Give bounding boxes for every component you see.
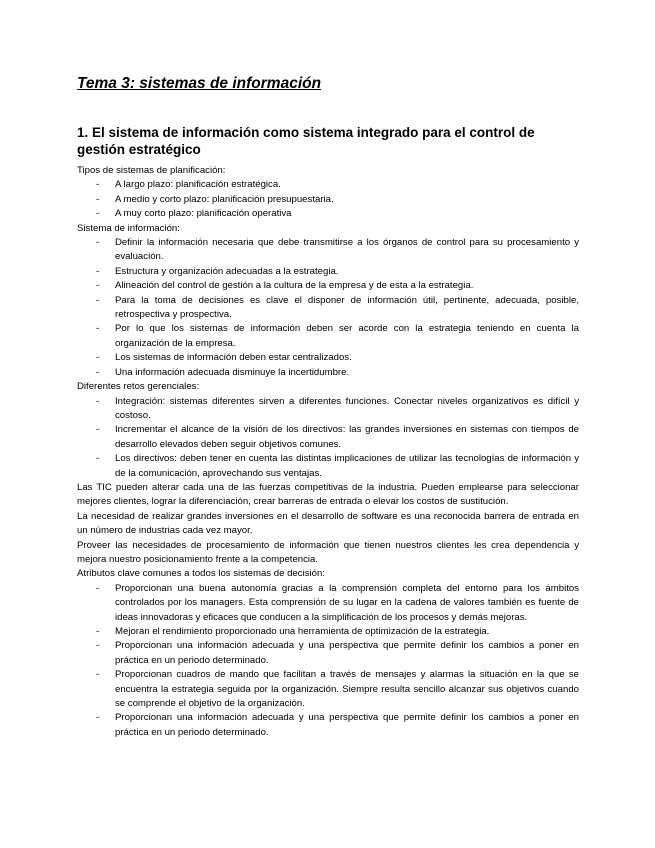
list-item: - Proporcionan una buena autonomía gracias a la comprensión completa del entorno para los ámbitos controlados por los managers. Esta comprensión de su lugar en la cadena de valores también es fuente de ideas innovadoras y eficaces que conducen a la simplificación de los procesos y demás mejoras.: [77, 582, 579, 625]
paragraph: Tipos de sistemas de planificación:: [77, 165, 226, 176]
bullet-list: [77, 236, 579, 380]
paragraph: Diferentes retos gerenciales:: [77, 381, 200, 393]
list-item: - Para la toma de decisiones es clave el disponer de información útil, pertinente, adecuada, posible, retrospectiva y prospectiva.: [77, 294, 579, 323]
list-item: - A largo plazo: planificación estratégica.: [77, 178, 579, 192]
document-body: [77, 164, 579, 740]
list-item: - Integración: sistemas diferentes sirven a diferentes funciones. Conectar niveles organizativos es difícil y costoso.: [77, 395, 579, 424]
list-item: - Los directivos: deben tener en cuenta las distintas implicaciones de utilizar las tecnologías de información y de la comunicación, aprovechando sus ventajas.: [77, 452, 579, 481]
list-item: - A medio y corto plazo: planificación presupuestaria.: [77, 193, 579, 207]
section-heading: 1. El sistema de información como sistema integrado para el control de gestión estratégico: [77, 125, 535, 157]
list-item: - Proporcionan cuadros de mando que facilitan a través de mensajes y alarmas la situación en la que se encuentra la estrategia seguida por la organización. Siempre resulta sencillo alcanzar sus objetivos cuando se comprende el objetivo de la organización.: [77, 668, 579, 711]
paragraph: Las TIC pueden alterar cada una de las fuerzas competitivas de la industria. Pueden emplearse para seleccionar mejores clientes, lograr la diferenciación, crear barreras de entrada o elevar los costos de sustitución.: [77, 481, 579, 508]
paragraph: Sistema de información:: [77, 222, 180, 234]
list-item: - Proporcionan una información adecuada y una perspectiva que permite definir los cambios a poner en práctica en un periodo determinado.: [77, 639, 579, 668]
bullet-list: [77, 395, 579, 481]
bullet-list: [77, 582, 579, 740]
list-item: - A muy corto plazo: planificación operativa: [77, 207, 579, 221]
list-item: - Mejoran el rendimiento proporcionado una herramienta de optimización de la estrategia.: [77, 625, 579, 639]
bullet-list: [77, 178, 579, 221]
list-item: - Alineación del control de gestión a la cultura de la empresa y de esta a la estrategia.: [77, 279, 579, 293]
list-item: - Por lo que los sistemas de información deben ser acorde con la estrategia teniendo en cuenta la organización de la empresa.: [77, 322, 579, 351]
paragraph: Atributos clave comunes a todos los sistemas de decisión:: [77, 568, 325, 580]
list-item: - Definir la información necesaria que debe transmitirse a los órganos de control para su procesamiento y evaluación.: [77, 236, 579, 265]
list-item: - Una información adecuada disminuye la incertidumbre.: [77, 366, 579, 380]
paragraph: Proveer las necesidades de procesamiento de información que tienen nuestros clientes les crea dependencia y mejora nuestro posicionamiento frente a la competencia.: [77, 539, 579, 565]
list-item: - Proporcionan una información adecuada y una perspectiva que permite definir los cambios a poner en práctica en un periodo determinado.: [77, 711, 579, 740]
list-item: - Los sistemas de información deben estar centralizados.: [77, 351, 579, 365]
paragraph: La necesidad de realizar grandes inversiones en el desarrollo de software es una reconocida barrera de entrada en un número de industrias cada vez mayor.: [77, 510, 579, 537]
document-page: [77, 74, 579, 740]
page-title: Tema 3: sistemas de información: [77, 75, 322, 92]
list-item: - Estructura y organización adecuadas a la estrategia.: [77, 265, 579, 279]
list-item: - Incrementar el alcance de la visión de los directivos: las grandes inversiones en sistemas con tiempos de desarrollo elevados deben seguir objetivos comunes.: [77, 423, 579, 452]
